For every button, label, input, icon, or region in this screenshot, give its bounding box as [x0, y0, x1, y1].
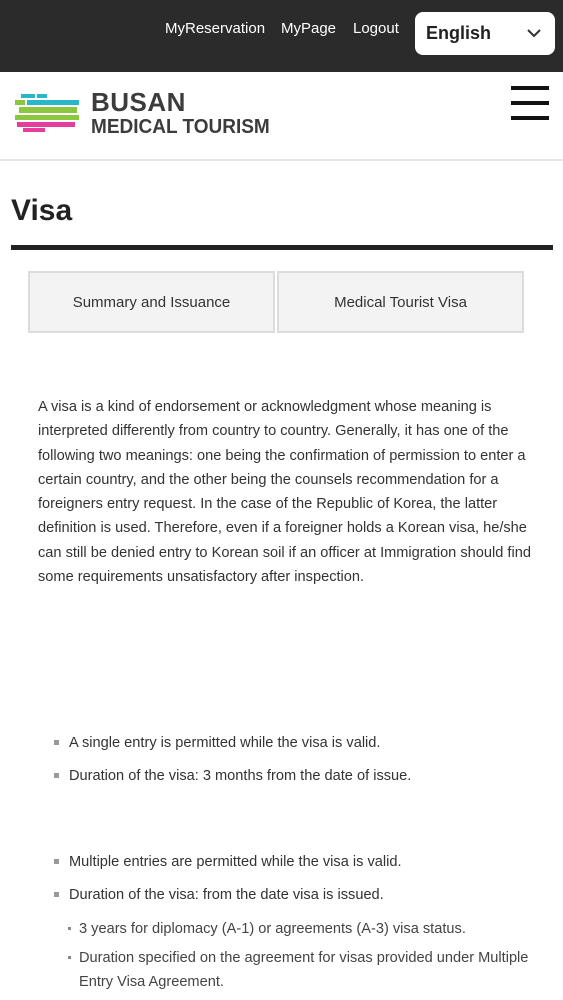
list-item: A single entry is permitted while the visa is valid. [54, 733, 411, 753]
chevron-down-icon [527, 26, 541, 40]
logout-link[interactable]: Logout [353, 20, 399, 37]
logo-text-busan: BUSAN [91, 87, 186, 117]
single-entry-list [54, 733, 411, 799]
my-reservation-link[interactable]: MyReservation [165, 20, 266, 37]
logo-icon [15, 92, 79, 132]
list-item: Multiple entries are permitted while the visa is valid. [54, 852, 402, 872]
list-item: Duration of the visa: from the date visa is issued. [54, 885, 402, 905]
logo-text-medical-tourism: MEDICAL TOURISM [91, 116, 270, 138]
my-page-link[interactable]: MyPage [281, 20, 337, 37]
language-select-value: English [426, 23, 492, 43]
language-select[interactable] [415, 12, 555, 55]
list-item: Duration specified on the agreement for visas provided under Multiple Entry Visa Agreement. [68, 946, 538, 994]
list-item: Duration of the visa: 3 months from the date of issue. [54, 766, 411, 786]
multiple-entry-duration-details [68, 917, 538, 999]
page-title: Visa [11, 194, 73, 227]
multiple-entry-list [54, 852, 402, 918]
hamburger-menu-icon[interactable] [511, 86, 551, 120]
title-divider [11, 245, 553, 250]
tab-medical-tourist-visa[interactable]: Medical Tourist Visa [277, 271, 524, 333]
top-bar [0, 0, 563, 72]
visa-intro-paragraph: A visa is a kind of endorsement or acknowledgment whose meaning is interpreted differently from country to country. Generally, it has one of the following two meanings: one being the confirmation of permission to enter a certain country, and the other being the counsels recommendation for a foreigners entry request. In the case of the Republic of Korea, the latter definition is used. Therefore, even if a foreigner holds a Korean visa, he/she can still be denied entry to Korean soil if an officer at Immigration should find some requirements unsatisfactory after inspection. [38, 399, 531, 586]
site-header [0, 72, 563, 161]
list-item: 3 years for diplomacy (A-1) or agreements (A-3) visa status. [68, 917, 538, 941]
tab-summary-and-issuance[interactable]: Summary and Issuance [28, 271, 275, 333]
